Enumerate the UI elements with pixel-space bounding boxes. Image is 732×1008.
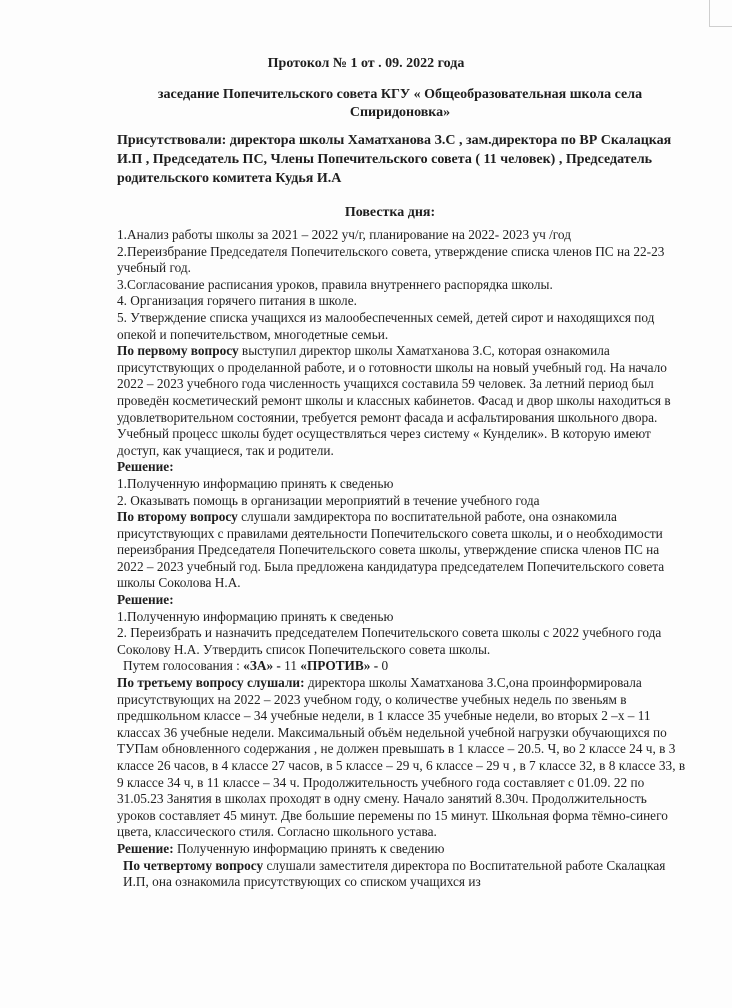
page-corner-mark	[709, 0, 732, 27]
document-title: Протокол № 1 от . 09. 2022 года	[267, 56, 465, 71]
agenda-item: 3.Согласование расписания уроков, правила внутреннего распорядка школы.	[117, 276, 553, 292]
question-3-lead: По третьему вопросу слушали:	[117, 675, 305, 691]
vote-prefix: Путем голосования :	[123, 658, 244, 674]
vote-result-line	[117, 658, 687, 675]
question-3-paragraph	[117, 675, 687, 841]
agenda-item: 2.Переизбрание Председателя Попечительского совета, утверждение списка членов ПС на 22-23 учебный год.	[117, 243, 665, 276]
question-1-decision-item: 1.Полученную информацию принять к сведенью	[117, 475, 394, 491]
question-1-lead: По первому вопросу	[117, 343, 239, 359]
question-2-decision-item: 2. Переизбрать и назначить председателем Попечительского совета школы с 2022 учебного года Соколову Н.А. Утвердить список Попечительского совета школы.	[117, 625, 662, 657]
question-3-decision-label: Решение:	[117, 840, 174, 856]
question-2-paragraph	[117, 509, 687, 592]
agenda-item: 4. Организация горячего питания в школе.	[117, 293, 357, 309]
question-1-text: выступил директор школы Хаматханова З.С, которая ознакомила присутствующих о проделанной работе, и о готовности школы на новый учебный год. На начало 2022 – 2023 учебного года численность учащихся составила 59 человек. За летний период был проведён косметический ремонт школы и классных кабинетов. Фасад и двор школы находиться в удовлетворительном состоянии, требуется ремонт фасада и асфальтирования школьного двора. Учебный процесс школы будет осуществляться через систему « Кунделик». В которую имеют доступ, как учащиеся, так и родители.	[117, 343, 671, 458]
document-body	[117, 227, 687, 891]
question-4-paragraph	[117, 858, 687, 891]
question-3-decision	[117, 841, 687, 858]
attendees-paragraph: Присутствовали: директора школы Хаматханова З.С , зам.директора по ВР Скалацкая И.П , Председатель ПС, Члены Попечительского совета ( 11 человек) , Председатель родительского комитета Кудья И.А	[117, 133, 672, 186]
question-1-paragraph	[117, 343, 687, 459]
question-3-text: директора школы Хаматханова З.С,она проинформировала присутствующих на 2022 – 2023 учебном году, о количестве учебных недель по звеньям в предшкольном классе – 34 учебные недели, в 1 классе 35 учебные недели, во вторых 2 –х – 11 классах 36 учебные недели. Максимальный объём недельной учебной нагрузки обучающихся по ТУПам обновленного содержания , не должен превышать в 1 классе – 20.5. Ч, во 2 классе 24 ч, в 3 классе 26 часов, в 4 классе 27 часов, в 5 классе – 29 ч, 6 классе – 29 ч , в 7 классе 32, в 8 классе 33, в 9 классе 34 ч, в 11 классе – 34 ч. Продолжительность учебного года составляет с 01.09. 22 по 31.05.23 Занятия в школах проходят в одну смену. Начало занятий 8.30ч. Продолжительность уроков составляет 45 минут. Две большие перемены по 15 минут. Школьная форма тёмно-синего цвета, классического стиля. Согласно школьного устава.	[117, 675, 686, 840]
vote-for-count: 11	[280, 658, 301, 674]
agenda-list	[117, 227, 687, 343]
question-4-text: слушали заместителя директора по Воспитательной работе Скалацкая И.П, она ознакомила присутствующих со списком учащихся из	[123, 857, 666, 890]
agenda-item: 5. Утверждение списка учащихся из малообеспеченных семей, детей сирот и находящихся под опекой и попечительством, многодетные семьи.	[117, 309, 655, 342]
agenda-item: 1.Анализ работы школы за 2021 – 2022 уч/г, планирование на 2022- 2023 уч /год	[117, 227, 571, 242]
vote-against-count: 0	[378, 658, 389, 674]
question-1-decision-item: 2. Оказывать помощь в организации мероприятий в течение учебного года	[117, 492, 540, 508]
question-4-lead: По четвертому вопросу	[123, 857, 264, 873]
question-3-decision-text: Полученную информацию принять к сведению	[173, 840, 445, 856]
vote-against-label: «ПРОТИВ» -	[300, 658, 379, 674]
vote-for-label: «ЗА» -	[243, 658, 281, 674]
meeting-subtitle: заседание Попечительского совета КГУ « Общеобразовательная школа села Спиридоновка»	[157, 87, 643, 120]
question-2-decision-label: Решение:	[117, 592, 174, 608]
question-2-text: слушали замдиректора по воспитательной работе, она ознакомила присутствующих с правилами деятельности Попечительского совета школы, и о необходимости переизбрания Председателя Попечительского совета школы, утверждение списка членов ПС на 2022 – 2023 учебный год. Была предложена кандидатура председателем Попечительского совета школы Соколова Н.А.	[117, 509, 665, 591]
question-2-decision-item: 1.Полученную информацию принять к сведенью	[117, 608, 394, 624]
question-2-lead: По второму вопросу	[117, 509, 238, 525]
question-1-decision-label: Решение:	[117, 459, 174, 475]
agenda-heading: Повестка дня:	[344, 205, 436, 220]
